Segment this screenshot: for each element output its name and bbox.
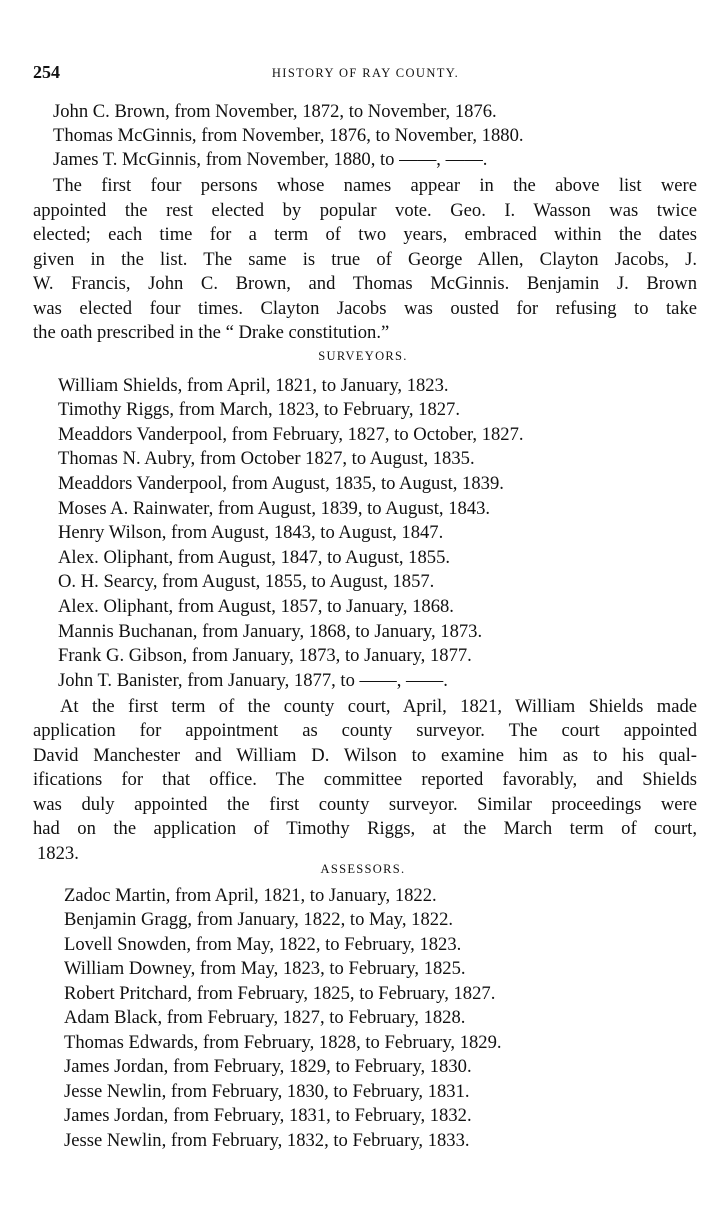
list-item: Moses A. Rainwater, from August, 1839, to August, 1843.: [58, 498, 491, 519]
list-item: James Jordan, from February, 1829, to February, 1830.: [64, 1056, 472, 1077]
paragraph-line: application for appointment as county surveyor. The court appointed: [33, 720, 697, 741]
list-item: Alex. Oliphant, from August, 1857, to January, 1868.: [58, 596, 454, 617]
list-item: Benjamin Gragg, from January, 1822, to May, 1822.: [64, 909, 454, 930]
paragraph-line: given in the list. The same is true of George Allen, Clayton Jacobs, J.: [33, 249, 697, 270]
list-item: William Shields, from April, 1821, to January, 1823.: [58, 375, 449, 396]
list-item: Henry Wilson, from August, 1843, to August, 1847.: [58, 522, 444, 543]
paragraph-line: was duly appointed the first county surveyor. Similar proceedings were: [33, 794, 697, 815]
paragraph-line: At the first term of the county court, April, 1821, William Shields made: [60, 696, 697, 717]
list-item: Meaddors Vanderpool, from August, 1835, to August, 1839.: [58, 473, 504, 494]
running-head: HISTORY OF RAY COUNTY.: [271, 66, 460, 80]
paragraph-line: 1823.: [37, 843, 79, 864]
list-item: Timothy Riggs, from March, 1823, to February, 1827.: [58, 399, 460, 420]
paragraph-line: the oath prescribed in the “ Drake constitution.”: [33, 322, 390, 343]
list-item: Meaddors Vanderpool, from February, 1827, to October, 1827.: [58, 424, 524, 445]
page-header: [33, 62, 698, 86]
paragraph-line: had on the application of Timothy Riggs, at the March term of court,: [33, 818, 697, 839]
paragraph-line: ifications for that office. The committee reported favorably, and Shields: [33, 769, 697, 790]
list-item: O. H. Searcy, from August, 1855, to August, 1857.: [58, 571, 435, 592]
list-item: Alex. Oliphant, from August, 1847, to August, 1855.: [58, 547, 451, 568]
list-item: Mannis Buchanan, from January, 1868, to January, 1873.: [58, 621, 483, 642]
list-item: Thomas Edwards, from February, 1828, to February, 1829.: [64, 1032, 502, 1053]
list-item: Thomas N. Aubry, from October 1827, to August, 1835.: [58, 448, 475, 469]
list-item: Robert Pritchard, from February, 1825, to February, 1827.: [64, 983, 496, 1004]
paragraph-line: W. Francis, John C. Brown, and Thomas McGinnis. Benjamin J. Brown: [33, 273, 697, 294]
section-heading-assessors: ASSESSORS.: [320, 862, 406, 876]
paragraph-line: David Manchester and William D. Wilson to examine him as to his qual-: [33, 745, 697, 766]
page-number: 254: [33, 62, 60, 82]
paragraph-line: elected; each time for a term of two years, embraced within the dates: [33, 224, 697, 245]
paragraph-line: The first four persons whose names appear in the above list were: [53, 175, 697, 196]
section-heading-surveyors: SURVEYORS.: [318, 349, 408, 363]
list-item: James Jordan, from February, 1831, to February, 1832.: [64, 1105, 472, 1126]
list-item: John C. Brown, from November, 1872, to November, 1876.: [53, 101, 497, 122]
list-item: Adam Black, from February, 1827, to February, 1828.: [64, 1007, 466, 1028]
list-item: John T. Banister, from January, 1877, to ——, ——.: [58, 670, 448, 691]
paragraph-line: appointed the rest elected by popular vote. Geo. I. Wasson was twice: [33, 200, 697, 221]
list-item: Lovell Snowden, from May, 1822, to February, 1823.: [64, 934, 462, 955]
list-item: Thomas McGinnis, from November, 1876, to November, 1880.: [53, 125, 524, 146]
paragraph-line: was elected four times. Clayton Jacobs was ousted for refusing to take: [33, 298, 697, 319]
list-item: Zadoc Martin, from April, 1821, to January, 1822.: [64, 885, 437, 906]
list-item: James T. McGinnis, from November, 1880, to ——, ——.: [53, 149, 488, 170]
list-item: William Downey, from May, 1823, to February, 1825.: [64, 958, 466, 979]
list-item: Frank G. Gibson, from January, 1873, to January, 1877.: [58, 645, 472, 666]
list-item: Jesse Newlin, from February, 1832, to February, 1833.: [64, 1130, 470, 1151]
list-item: Jesse Newlin, from February, 1830, to February, 1831.: [64, 1081, 470, 1102]
